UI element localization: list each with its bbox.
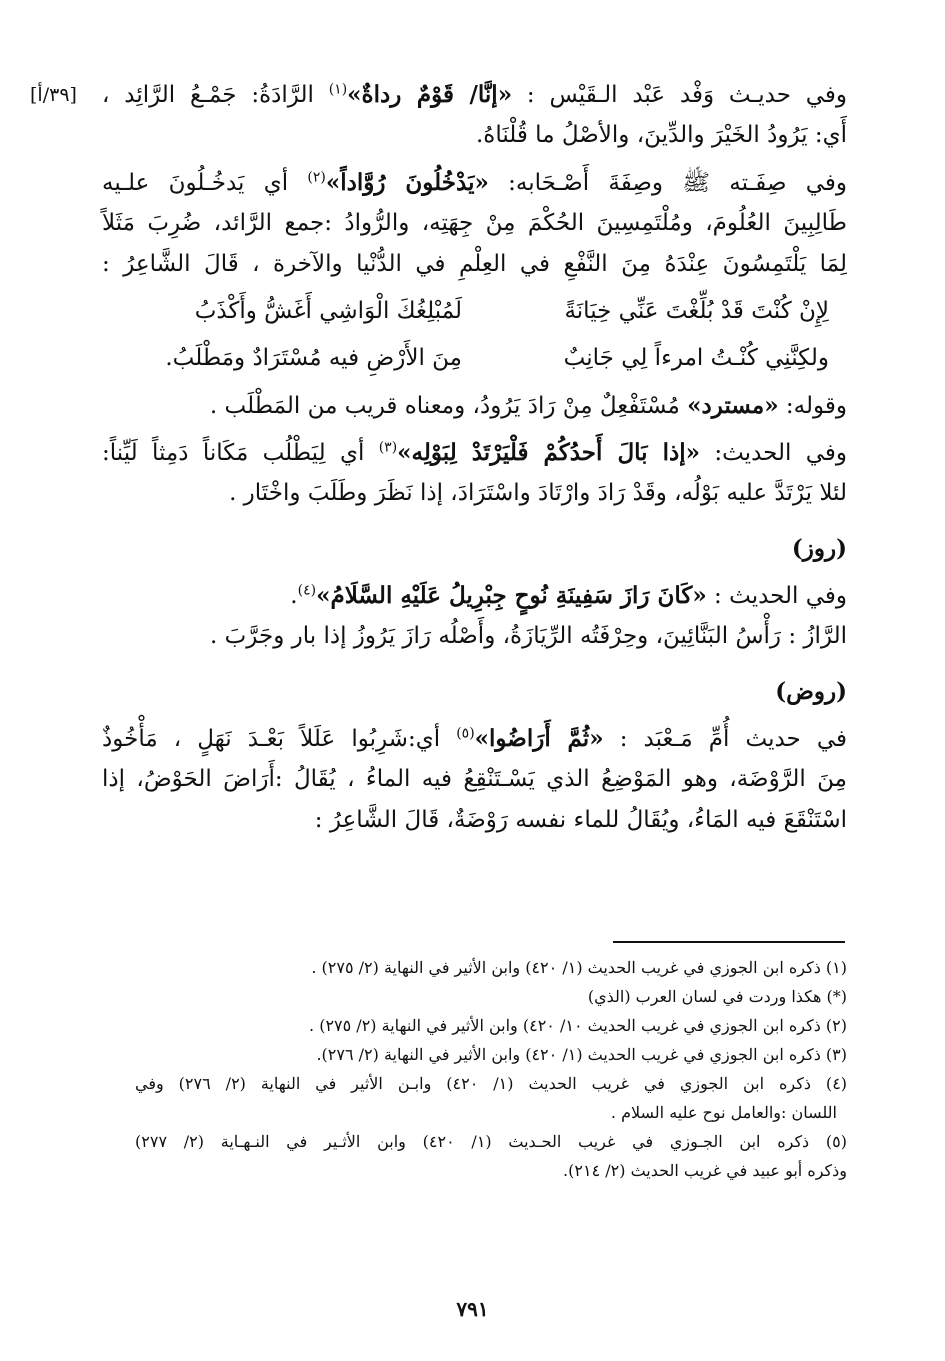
text-line: وفي الحديث: «إذا بَالَ أَحدُكُمْ فَلْيَرْتَدْ لِبَوْلِه»$^{(٣)}$ أي لِيَطْلُب مَكَاناً دَمِثاً لَيِّناً: — [102, 439, 848, 466]
poem-verse — [102, 338, 847, 379]
footnote-marker: (٢) — [307, 169, 326, 186]
text-line: في حديث أُمِّ مَـعْبَد : «ثُمَّ أَرَاضُوا»$^{(٥)}$ أي:شَرِبُوا عَلَلاً بَعْـدَ نَهَلٍ ، مَأْخُوذٌ — [102, 725, 848, 752]
verse-hemistich: لِإِنْ كُنْتَ قَدْ بُلِّغْتَ عَنِّي خِيَانَةً — [564, 298, 829, 324]
hadith-quote: «كَانَ رَازَ سَفِينَةِ نُوحٍ جِبْرِيلُ عَلَيْهِ السَّلَامُ» — [316, 582, 707, 609]
footnote-line: (٥) ذكره ابن الجـوزي في غريب الحـديث (١/ ٤٢٠) وابن الأثـير في النـهـاية (٢/ ٢٧٧) — [135, 1132, 848, 1151]
footnote-marker: (٣) — [378, 439, 398, 456]
entry-heading: (روض) — [775, 678, 847, 705]
hadith-quote: «إنَّا/ قَوْمٌ رداةٌ» — [347, 81, 513, 108]
footnote-line: (*) هكذا وردت في لسان العرب (الذي) — [587, 987, 847, 1006]
margin-folio-reference: [٣٩/أ] — [30, 84, 77, 106]
footnote-line: اللسان :والعامل نوح عليه السلام . — [610, 1103, 837, 1122]
text-line: وقوله: «مسترد» مُسْتَفْعِلٌ مِنْ رَادَ يَرُودُ، ومعناه قريب من المَطْلَب . — [209, 392, 847, 419]
text-line: اسْتَنْقَعَ فيه المَاءُ، ويُقَالُ للماء نفسه رَوْضَةٌ، قَالَ الشَّاعِرُ : — [314, 807, 847, 833]
footnote-line: وذكره أبو عبيد في غريب الحديث (٢/ ٢١٤). — [563, 1161, 847, 1180]
main-text — [102, 74, 847, 841]
footnote-separator — [613, 941, 845, 943]
text-line: الرَّازُ : رَأْسُ البَنَّائِينَ، وحِرْفَتُه الرِّيَازَةُ، وأَصْلُه رَازَ يَرُوزُ إذا بار وجَرَّبَ . — [210, 623, 847, 649]
entry-heading: (روز) — [791, 535, 847, 562]
hadith-quote: «إذا بَالَ أَحدُكُمْ فَلْيَرْتَدْ لِبَوْلِه» — [397, 439, 700, 466]
footnote-line: (٢) ذكره ابن الجوزي في غريب الحديث ١٠/ ٤٢٠) وابن الأثير في النهاية (٢/ ٢٧٥) . — [309, 1016, 847, 1035]
hadith-quote: «ثُمَّ أَرَاضُوا» — [474, 725, 604, 752]
verse-hemistich: لَمُبْلِغُكَ الْوَاشِي أَغَشُّ وأَكْذَبُ — [194, 298, 462, 324]
text-line: وفي صِفَـته ﷺ وصِفَةَ أَصْـحَابه: «يَدْخُلُونَ رُوَّاداً»$^{(٢)}$ أي يَدخُـلُونَ علـيه — [102, 169, 848, 196]
text-line: لئلا يَرْتَدَّ عليه بَوْلُه، وقَدْ رَادَ وارْتَادَ واسْتَرَادَ، إذا نَظَرَ وطَلَبَ واخْتَار . — [229, 480, 847, 506]
text-line: وفي الحديث : «كَانَ رَازَ سَفِينَةِ نُوحٍ جِبْرِيلُ عَلَيْهِ السَّلَامُ»$^{(٤)}$. — [290, 582, 847, 609]
footnote-marker: (١) — [328, 81, 348, 98]
text-line: لِمَا يَلْتَمِسُونَ عِنْدَهُ مِنَ النَّفْعِ في العِلْمِ في الدُّنْيا والآخرة ، قَالَ الشَّاعِرُ : — [102, 251, 847, 277]
footnote-marker: (٥) — [456, 725, 475, 742]
text-line: أَي: يَرُودُ الخَيْرَ والدِّينَ، والأصْلُ ما قُلْنَاهُ. — [475, 122, 847, 148]
footnote-line: (٤) ذكره ابن الجوزي في غريب الحديث (١/ ٤٢٠) وابـن الأثير في النهاية (٢/ ٢٧٦) وفي — [135, 1074, 848, 1093]
quoted-term: «مسترد» — [687, 392, 779, 419]
footnote-line: (٣) ذكره ابن الجوزي في غريب الحديث (١/ ٤٢٠) وابن الأثير في النهاية (٢/ ٢٧٦). — [316, 1045, 847, 1064]
text-line: طَالِبِينَ العُلُومَ، ومُلْتَمِسِينَ الحُكْمَ مِنْ جِهَتِه، والرُّوادُ :جمع الرَّائد، ضُرِبَ مَثَلاً — [102, 210, 847, 236]
poem-verse — [102, 291, 847, 332]
hadith-quote: «يَدْخُلُونَ رُوَّاداً» — [325, 169, 489, 196]
verse-hemistich: مِنَ الأَرْضِ فيه مُسْتَرَادٌ ومَطْلَبُ. — [165, 345, 462, 371]
text-line: وفي حديـث وَفْد عَبْد الـقَيْس : «إنَّا/ قَوْمٌ رداةٌ»$^{(١)}$ الرَّادَةُ: جَمْـعُ الرَّائِد ، — [102, 81, 848, 108]
page-number: ٧٩١ — [456, 1297, 489, 1321]
verse-hemistich: ولكِنَّنِي كُنْـتُ امرءاً لِي جَانِبٌ — [563, 345, 829, 371]
footnote-marker: (٤) — [297, 582, 317, 599]
text-line: مِنَ الرَّوْضَة، وهو المَوْضِعُ الذي يَسْـتَنْقِعُ فيه الماءُ ، يُقَالُ :أَرَاضَ الحَوْضُ، إذا — [102, 766, 847, 792]
footnote-line: (١) ذكره ابن الجوزي في غريب الحديث (١/ ٤٢٠) وابن الأثير في النهاية (٢/ ٢٧٥) . — [311, 958, 847, 977]
footnotes — [135, 953, 847, 1185]
